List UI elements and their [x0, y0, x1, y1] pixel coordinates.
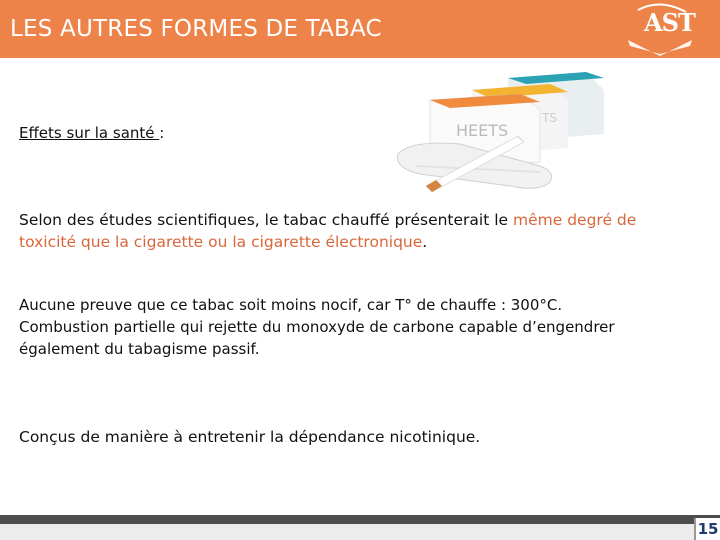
- heated-tobacco-product-image: [390, 70, 616, 200]
- toxicity-period: .: [422, 233, 428, 251]
- partial-combustion-text: Combustion partielle qui rejette du monoxyde de carbone capable d’engendrer également du tabagisme passif.: [19, 318, 615, 358]
- heating-temperature-text: Aucune preuve que ce tabac soit moins nocif, car T° de chauffe : 300°C.: [19, 296, 563, 314]
- footer-bar: [0, 515, 720, 524]
- toxicity-paragraph: [19, 209, 679, 253]
- ast-logo: [624, 2, 696, 56]
- logo-text: AST: [644, 8, 695, 37]
- health-effects-heading: [19, 124, 164, 142]
- page-number: 15: [694, 518, 720, 540]
- svg-text:TS: TS: [542, 111, 557, 125]
- footer-strip: [0, 524, 720, 540]
- heading-underlined-text: Effets sur la santé: [19, 124, 160, 142]
- heading-colon: :: [159, 124, 165, 142]
- slide-title: LES AUTRES FORMES DE TABAC: [10, 16, 382, 42]
- heets-brand-text: HEETS: [456, 121, 509, 140]
- dependence-paragraph: Conçus de manière à entretenir la dépendance nicotinique.: [19, 428, 481, 446]
- combustion-paragraph: [19, 294, 659, 360]
- toxicity-highlight: même degré de toxicité que la cigarette ou la cigarette électronique: [19, 211, 637, 251]
- slide-header: [0, 0, 720, 58]
- toxicity-text: Selon des études scientifiques, le tabac chauffé présenterait le: [19, 211, 513, 229]
